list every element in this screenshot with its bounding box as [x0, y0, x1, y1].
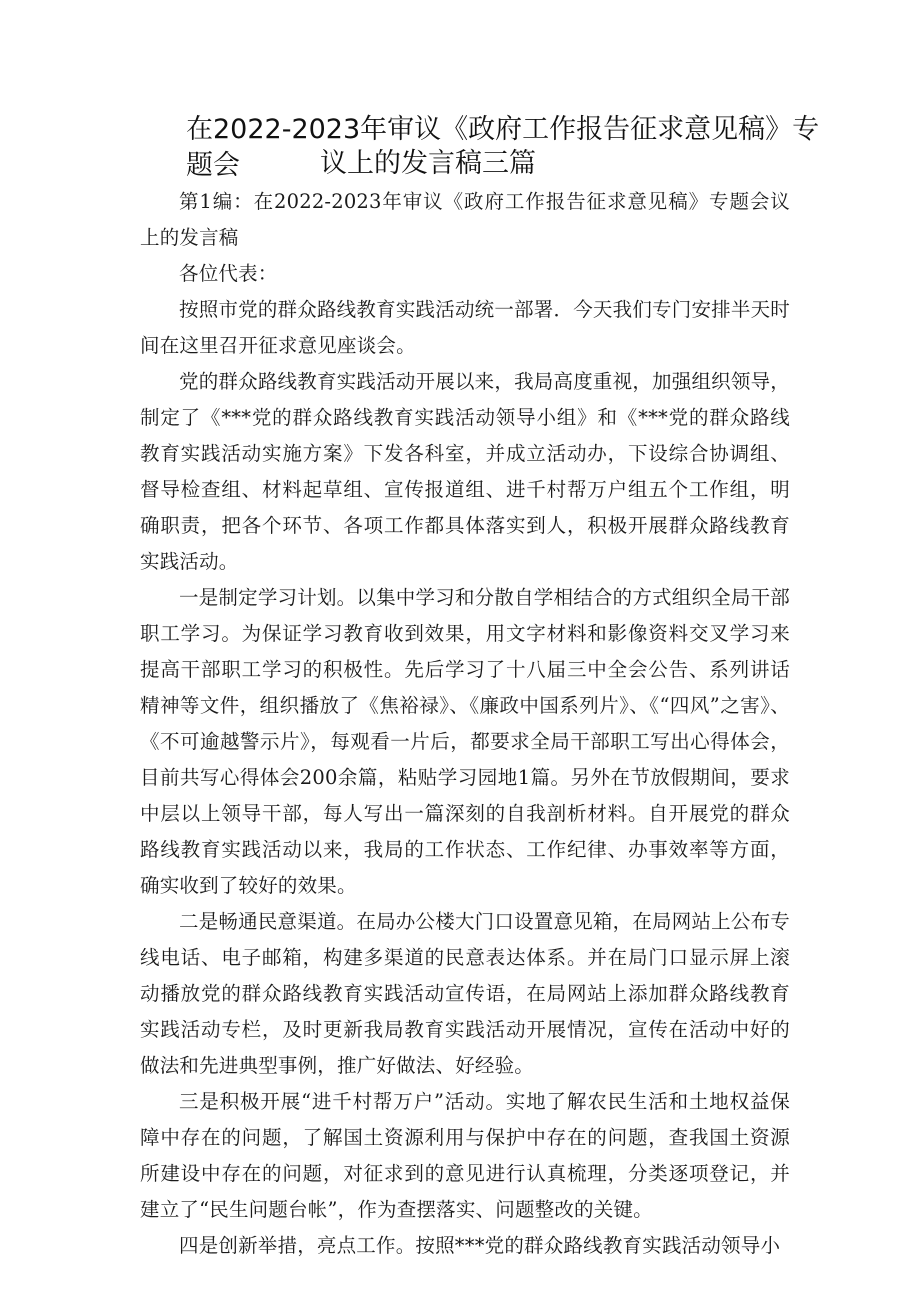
paragraph: 三是积极开展“进千村帮万户”活动。实地了解农民生活和土地权益保障中存在的问题，了解国土资源利用与保护中存在的问题，查我国土资源所建设中存在的问题，对征求到的意见进行认真梳理，分类逐项登记，并建立了“民生问题台帐”，作为查摆落实、问题整改的关键。: [140, 1090, 790, 1221]
paragraph: 二是畅通民意渠道。在局办公楼大门口设置意见箱，在局网站上公布专线电话、电子邮箱，构建多渠道的民意表达体系。并在局门口显示屏上滚动播放党的群众路线教育实践活动宣传语，在局网站上添加群众路线教育实践活动专栏，及时更新我局教育实践活动开展情况，宣传在活动中好的做法和先进典型事例，推广好做法、好经验。: [140, 910, 790, 1077]
document-title-line-2: 议上的发言稿三篇: [320, 148, 536, 179]
paragraph: 一是制定学习计划。以集中学习和分散自学相结合的方式组织全局干部职工学习。为保证学习教育收到效果，用文字材料和影像资料交叉学习来提高干部职工学习的积极性。先后学习了十八届三中全会公告、系列讲话精神等文件，组织播放了《焦裕禄》、《廉政中国系列片》、《“四风”之害》、《不可逾越警示片》，每观看一片后，都要求全局干部职工写出心得体会，目前共写心得体会200余篇，粘贴学习园地1篇。另外在节放假期间，要求中层以上领导干部，每人写出一篇深刻的自我剖析材料。自开展党的群众路线教育实践活动以来，我局的工作状态、工作纪律、办事效率等方面，确实收到了较好的效果。: [140, 586, 790, 897]
paragraph: 党的群众路线教育实践活动开展以来，我局高度重视，加强组织领导，制定了《***党的群众路线教育实践活动领导小组》和《***党的群众路线教育实践活动实施方案》下发各科室，并成立活动办，下设综合协调组、督导检查组、材料起草组、宣传报道组、进千村帮万户组五个工作组，明确职责，把各个环节、各项工作都具体落实到人，积极开展群众路线教育实践活动。: [140, 370, 790, 573]
salutation: 各位代表：: [179, 262, 278, 285]
paragraph: 四是创新举措，亮点工作。按照***党的群众路线教育实践活动领导小: [179, 1234, 781, 1257]
paragraph: 按照市党的群众路线教育实践活动统一部署．今天我们专门安排半天时间在这里召开征求意见座谈会。: [140, 298, 790, 357]
document-body: [140, 184, 790, 1264]
document-title-line-1: 在2022-2023年审议《政府工作报告征求意见稿》专题会: [186, 114, 820, 181]
section-heading: 第1编：在2022-2023年审议《政府工作报告征求意见稿》专题会议上的发言稿: [140, 190, 790, 249]
